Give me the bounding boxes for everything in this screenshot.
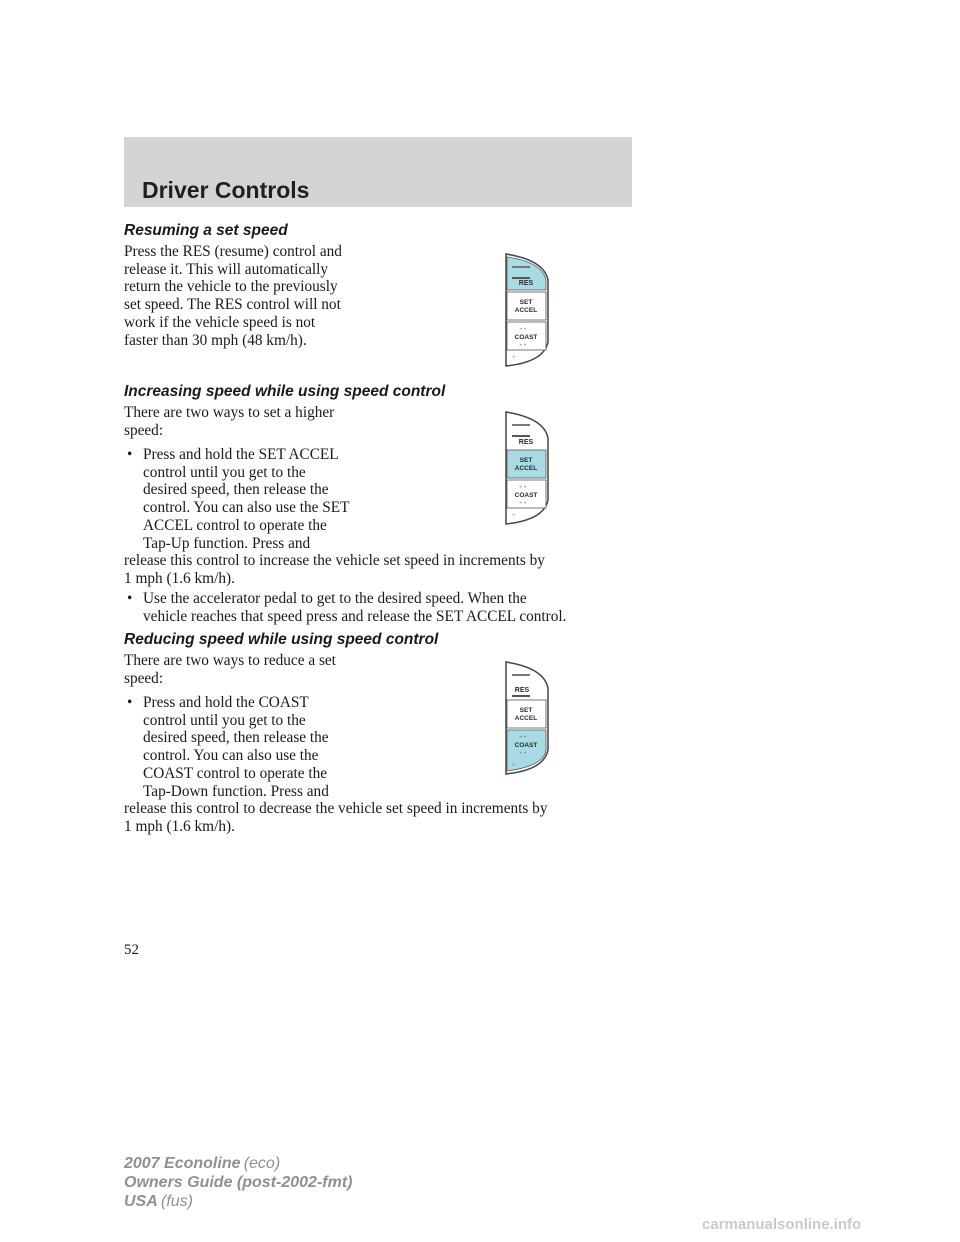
watermark: carmanualsonline.info [702, 1216, 862, 1233]
page-number: 52 [124, 942, 139, 958]
reducing-intro [124, 652, 336, 687]
footer-line [124, 1192, 352, 1211]
text-line: set speed. The RES control will not [124, 296, 341, 314]
svg-text:»: » [512, 762, 516, 768]
set-label: SET [519, 707, 533, 714]
res-label: RES [518, 280, 534, 287]
text-line: control. You can also use the SET [143, 499, 350, 517]
text-line: vehicle reaches that speed press and release the SET ACCEL control. [143, 607, 567, 625]
text-line: Press the RES (resume) control and [124, 243, 342, 260]
text-line: control. You can also use the [143, 747, 319, 765]
increasing-intro [124, 404, 334, 439]
text-line: There are two ways to set a higher [124, 404, 335, 421]
text-line: faster than 30 mph (48 km/h). [124, 331, 307, 349]
coast-label: COAST [514, 742, 538, 749]
svg-text:» «: » « [519, 484, 527, 490]
list-item [124, 590, 644, 626]
list-item [124, 446, 644, 588]
text-line: Press and hold the SET ACCEL [143, 446, 339, 463]
text-line: Tap-Down function. Press and [143, 782, 329, 800]
text-line: speed: [124, 421, 164, 439]
footer-model-code: (eco) [240, 1155, 281, 1172]
footer-guide: Owners Guide (post-2002-fmt) [124, 1174, 353, 1191]
speed-control-figure-res [500, 250, 560, 368]
set-label: SET [519, 299, 533, 306]
text-line: work if the vehicle speed is not [124, 313, 316, 331]
header-band [124, 137, 632, 207]
speed-control-switch-diagram [500, 250, 560, 368]
svg-text:»: » [512, 512, 516, 518]
text-line: speed: [124, 669, 164, 687]
footer-market: USA [124, 1193, 158, 1210]
speed-control-switch-diagram [500, 408, 560, 526]
text-line: control until you get to the [143, 711, 306, 729]
speed-control-switch-diagram [500, 658, 560, 776]
accel-label: ACCEL [514, 465, 538, 472]
list-item [124, 694, 644, 836]
text-line: return the vehicle to the previously [124, 278, 338, 296]
page-title: Driver Controls [142, 177, 310, 203]
res-label: RES [514, 687, 530, 694]
speed-control-figure-coast [500, 658, 560, 776]
text-line: 1 mph (1.6 km/h). [124, 569, 235, 587]
text-line: 1 mph (1.6 km/h). [124, 817, 235, 835]
text-line: release this control to decrease the vehicle set speed in increments by [124, 800, 548, 818]
svg-text:»: » [512, 354, 516, 360]
text-line: Tap-Up function. Press and [143, 534, 311, 552]
section-heading-reducing: Reducing speed while using speed control [124, 631, 439, 648]
text-line: release this control to increase the vehicle set speed in increments by [124, 552, 545, 570]
text-line: release it. This will automatically [124, 260, 329, 278]
bullet-glyph: • [127, 446, 133, 463]
section-heading-increasing: Increasing speed while using speed control [124, 383, 446, 400]
section-heading-resuming: Resuming a set speed [124, 222, 288, 239]
text-line: ACCEL control to operate the [143, 516, 327, 534]
text-line: Use the accelerator pedal to get to the desired speed. When the [143, 590, 527, 607]
text-line: There are two ways to reduce a set [124, 652, 336, 669]
speed-control-figure-set-accel [500, 408, 560, 526]
coast-label: COAST [514, 334, 538, 341]
text-line: desired speed, then release the [143, 729, 329, 747]
svg-text:» «: » « [519, 734, 527, 740]
svg-text:» «: » « [519, 326, 527, 332]
footer-market-code: (fus) [157, 1193, 193, 1210]
footer-line [124, 1173, 352, 1192]
bullet-glyph: • [127, 694, 133, 711]
text-line: COAST control to operate the [143, 764, 328, 782]
text-line: Press and hold the COAST [143, 694, 309, 711]
document-footer [124, 1154, 352, 1211]
footer-line [124, 1154, 352, 1173]
bullet-glyph: • [127, 590, 133, 607]
set-label: SET [519, 457, 533, 464]
text-line: control until you get to the [143, 463, 306, 481]
res-label: RES [518, 439, 534, 446]
svg-text:» «: » « [519, 500, 527, 506]
svg-text:» «: » « [519, 750, 527, 756]
text-line: desired speed, then release the [143, 481, 329, 499]
footer-model: 2007 Econoline [124, 1155, 241, 1172]
accel-label: ACCEL [514, 715, 538, 722]
coast-label: COAST [514, 492, 538, 499]
svg-text:» «: » « [519, 342, 527, 348]
resuming-paragraph [124, 243, 342, 349]
accel-label: ACCEL [514, 307, 538, 314]
